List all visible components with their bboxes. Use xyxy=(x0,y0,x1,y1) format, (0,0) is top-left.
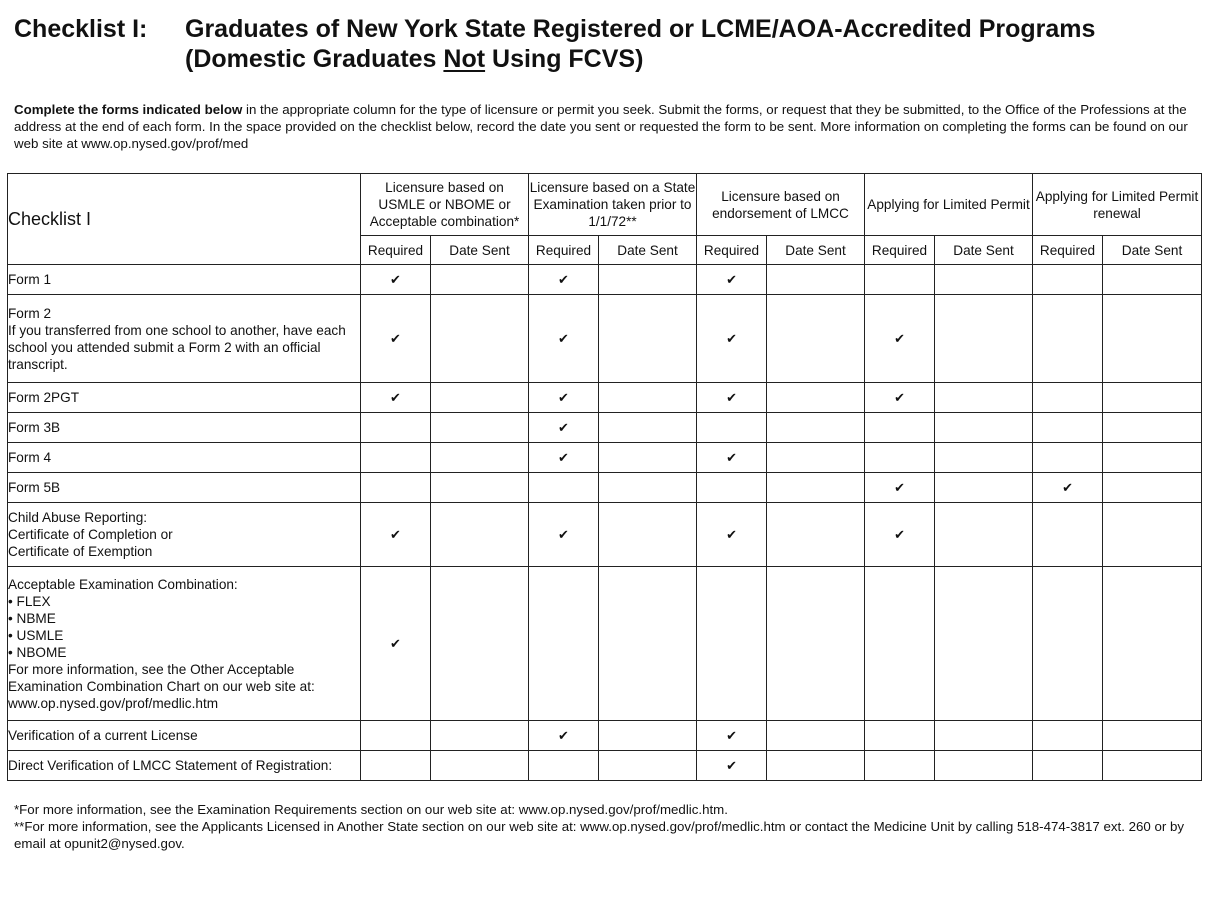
date-sent-cell[interactable] xyxy=(767,383,865,413)
required-cell xyxy=(361,751,431,781)
row-label-line: Certificate of Exemption xyxy=(8,544,153,559)
required-cell xyxy=(529,295,599,383)
checklist-table xyxy=(7,173,1202,781)
row-label xyxy=(8,265,361,295)
checkmark-icon: ✔ xyxy=(726,389,737,405)
required-cell xyxy=(361,473,431,503)
date-sent-cell[interactable] xyxy=(935,473,1033,503)
required-cell xyxy=(697,383,767,413)
checkmark-icon: ✔ xyxy=(726,526,737,542)
required-cell xyxy=(697,473,767,503)
row-label-line: • NBME xyxy=(8,610,56,626)
table-row xyxy=(8,413,1202,443)
checkmark-icon: ✔ xyxy=(390,389,401,405)
row-label xyxy=(8,751,361,781)
required-cell xyxy=(529,473,599,503)
checkmark-icon: ✔ xyxy=(558,727,569,743)
date-sent-cell[interactable] xyxy=(767,443,865,473)
required-cell xyxy=(697,567,767,721)
group-header-limited-permit: Applying for Limited Permit xyxy=(865,174,1033,236)
row-label-line: Verification of a current License xyxy=(8,728,198,743)
row-label-line: Form 2PGT xyxy=(8,390,79,405)
subheader-required: Required xyxy=(865,236,935,265)
required-cell xyxy=(529,751,599,781)
required-cell xyxy=(361,413,431,443)
required-cell xyxy=(865,443,935,473)
required-cell xyxy=(361,567,431,721)
checkmark-icon: ✔ xyxy=(894,526,905,542)
date-sent-cell[interactable] xyxy=(1103,413,1202,443)
checkmark-icon: ✔ xyxy=(390,271,401,287)
row-label xyxy=(8,413,361,443)
date-sent-cell[interactable] xyxy=(599,383,697,413)
date-sent-cell[interactable] xyxy=(1103,443,1202,473)
date-sent-cell[interactable] xyxy=(431,567,529,721)
intro-paragraph xyxy=(14,101,1194,152)
row-label-line: Form 4 xyxy=(8,450,52,465)
required-cell xyxy=(1033,751,1103,781)
subheader-date-sent: Date Sent xyxy=(1103,236,1202,265)
checkmark-icon: ✔ xyxy=(558,330,569,346)
checkmark-icon: ✔ xyxy=(894,479,905,495)
subheader-required: Required xyxy=(361,236,431,265)
table-row xyxy=(8,443,1202,473)
row-label xyxy=(8,383,361,413)
required-cell xyxy=(697,443,767,473)
table-row xyxy=(8,751,1202,781)
checkmark-icon: ✔ xyxy=(726,449,737,465)
required-cell xyxy=(865,721,935,751)
date-sent-cell[interactable] xyxy=(599,265,697,295)
required-cell xyxy=(697,503,767,567)
checkmark-icon: ✔ xyxy=(726,757,737,773)
subheader-date-sent: Date Sent xyxy=(935,236,1033,265)
date-sent-cell[interactable] xyxy=(431,721,529,751)
date-sent-cell[interactable] xyxy=(431,503,529,567)
date-sent-cell[interactable] xyxy=(767,295,865,383)
date-sent-cell[interactable] xyxy=(767,751,865,781)
subheader-required: Required xyxy=(1033,236,1103,265)
subheader-required: Required xyxy=(529,236,599,265)
row-label-line: Direct Verification of LMCC Statement of Registration: xyxy=(8,758,333,773)
row-label xyxy=(8,721,361,751)
title-line-1: Graduates of New York State Registered or LCME/AOA-Accredited Programs xyxy=(185,15,1096,43)
required-cell xyxy=(361,295,431,383)
date-sent-cell[interactable] xyxy=(599,443,697,473)
date-sent-cell[interactable] xyxy=(599,751,697,781)
required-cell xyxy=(529,567,599,721)
required-cell xyxy=(1033,721,1103,751)
required-cell xyxy=(865,567,935,721)
intro-bold: Complete the forms indicated below xyxy=(14,102,243,117)
required-cell xyxy=(1033,473,1103,503)
row-label xyxy=(8,473,361,503)
footnote-1: *For more information, see the Examination Requirements section on our web site at: www.op.nysed.gov/prof/medlic.htm. xyxy=(14,802,728,817)
date-sent-cell[interactable] xyxy=(1103,295,1202,383)
date-sent-cell[interactable] xyxy=(935,295,1033,383)
date-sent-cell[interactable] xyxy=(599,567,697,721)
required-cell xyxy=(865,751,935,781)
page-title xyxy=(185,14,1095,74)
required-cell xyxy=(697,265,767,295)
required-cell xyxy=(361,721,431,751)
date-sent-cell[interactable] xyxy=(599,473,697,503)
row-label-line: For more information, see the Other Acceptable Examination Combination Chart on our web site at: www.op.nysed.gov/prof/medlic.htm xyxy=(8,661,315,711)
date-sent-cell[interactable] xyxy=(431,413,529,443)
date-sent-cell[interactable] xyxy=(767,265,865,295)
date-sent-cell[interactable] xyxy=(935,503,1033,567)
checkmark-icon: ✔ xyxy=(1062,479,1073,495)
required-cell xyxy=(865,503,935,567)
checkmark-icon: ✔ xyxy=(390,526,401,542)
date-sent-cell[interactable] xyxy=(767,721,865,751)
subheader-date-sent: Date Sent xyxy=(431,236,529,265)
table-body xyxy=(8,265,1202,781)
checkmark-icon: ✔ xyxy=(390,330,401,346)
checkmark-icon: ✔ xyxy=(558,419,569,435)
group-header-usmle: Licensure based on USMLE or NBOME or Acceptable combination* xyxy=(361,174,529,236)
date-sent-cell[interactable] xyxy=(1103,383,1202,413)
checkmark-icon: ✔ xyxy=(894,389,905,405)
required-cell xyxy=(361,265,431,295)
date-sent-cell[interactable] xyxy=(431,443,529,473)
date-sent-cell[interactable] xyxy=(767,413,865,443)
date-sent-cell[interactable] xyxy=(767,567,865,721)
required-cell xyxy=(1033,265,1103,295)
checkmark-icon: ✔ xyxy=(726,727,737,743)
intro-text: in the appropriate column for the type of licensure or permit you seek. Submit the forms, or request that they be submitted, to the Office of the Professions at the address at the end of each form. In the space provided on the checklist below, record the date you sent or requested the form to be sent. More information on completing the forms can be found on our web site at www.op.nysed.gov/prof/med xyxy=(14,102,1188,151)
date-sent-cell[interactable] xyxy=(599,503,697,567)
date-sent-cell[interactable] xyxy=(935,383,1033,413)
date-sent-cell[interactable] xyxy=(935,751,1033,781)
required-cell xyxy=(529,443,599,473)
row-label-line: Form 2 xyxy=(8,305,52,321)
checkmark-icon: ✔ xyxy=(558,271,569,287)
subheader-date-sent: Date Sent xyxy=(599,236,697,265)
subheader-required: Required xyxy=(697,236,767,265)
required-cell xyxy=(697,751,767,781)
checkmark-icon: ✔ xyxy=(558,449,569,465)
table-row xyxy=(8,721,1202,751)
required-cell xyxy=(697,413,767,443)
required-cell xyxy=(697,721,767,751)
row-label-line: • FLEX xyxy=(8,593,51,609)
table-corner-title: Checklist I xyxy=(8,174,361,265)
required-cell xyxy=(529,413,599,443)
date-sent-cell[interactable] xyxy=(1103,721,1202,751)
table-row xyxy=(8,295,1202,383)
required-cell xyxy=(1033,413,1103,443)
checkmark-icon: ✔ xyxy=(558,526,569,542)
table-row xyxy=(8,383,1202,413)
group-header-state-exam: Licensure based on a State Examination taken prior to 1/1/72** xyxy=(529,174,697,236)
required-cell xyxy=(1033,295,1103,383)
date-sent-cell[interactable] xyxy=(935,443,1033,473)
table-row xyxy=(8,473,1202,503)
required-cell xyxy=(529,721,599,751)
date-sent-cell[interactable] xyxy=(1103,473,1202,503)
group-header-row xyxy=(8,174,1202,236)
date-sent-cell[interactable] xyxy=(1103,567,1202,721)
date-sent-cell[interactable] xyxy=(1103,503,1202,567)
required-cell xyxy=(361,503,431,567)
required-cell xyxy=(361,383,431,413)
row-label xyxy=(8,567,361,721)
date-sent-cell[interactable] xyxy=(767,503,865,567)
date-sent-cell[interactable] xyxy=(935,721,1033,751)
date-sent-cell[interactable] xyxy=(935,265,1033,295)
date-sent-cell[interactable] xyxy=(431,383,529,413)
required-cell xyxy=(697,295,767,383)
title-line-2-pre: (Domestic Graduates xyxy=(185,45,444,73)
checkmark-icon: ✔ xyxy=(558,389,569,405)
date-sent-cell[interactable] xyxy=(935,413,1033,443)
date-sent-cell[interactable] xyxy=(431,751,529,781)
required-cell xyxy=(529,383,599,413)
required-cell xyxy=(529,503,599,567)
required-cell xyxy=(865,473,935,503)
date-sent-cell[interactable] xyxy=(599,295,697,383)
required-cell xyxy=(1033,503,1103,567)
row-label-line: Child Abuse Reporting: xyxy=(8,510,148,525)
checkmark-icon: ✔ xyxy=(726,271,737,287)
checkmark-icon: ✔ xyxy=(390,635,401,651)
date-sent-cell[interactable] xyxy=(431,265,529,295)
row-label-line: Acceptable Examination Combination: xyxy=(8,576,238,592)
group-header-limited-permit-renewal: Applying for Limited Permit renewal xyxy=(1033,174,1202,236)
checkmark-icon: ✔ xyxy=(726,330,737,346)
checklist-label: Checklist I: xyxy=(14,15,148,43)
date-sent-cell[interactable] xyxy=(431,295,529,383)
date-sent-cell[interactable] xyxy=(1103,265,1202,295)
required-cell xyxy=(865,295,935,383)
date-sent-cell[interactable] xyxy=(599,413,697,443)
date-sent-cell[interactable] xyxy=(1103,751,1202,781)
date-sent-cell[interactable] xyxy=(935,567,1033,721)
row-label-line: Form 1 xyxy=(8,272,52,287)
row-label xyxy=(8,503,361,567)
date-sent-cell[interactable] xyxy=(767,473,865,503)
row-label-line: Form 3B xyxy=(8,420,61,435)
required-cell xyxy=(1033,567,1103,721)
row-label-line: • USMLE xyxy=(8,627,64,643)
required-cell xyxy=(865,265,935,295)
row-label xyxy=(8,295,361,383)
required-cell xyxy=(361,443,431,473)
row-label-line: Form 5B xyxy=(8,480,61,495)
required-cell xyxy=(865,383,935,413)
footnote-2: **For more information, see the Applicants Licensed in Another State section on our web site at: www.op.nysed.gov/prof/medlic.htm or contact the Medicine Unit by calling 518-474-3817 ext. 260 or by email at opunit2@nysed.gov. xyxy=(14,819,1185,851)
table-row xyxy=(8,567,1202,721)
title-line-2 xyxy=(185,44,1095,74)
row-label-line: Certificate of Completion or xyxy=(8,527,173,542)
title-not-underlined: Not xyxy=(443,45,486,73)
table-row xyxy=(8,265,1202,295)
table-row xyxy=(8,503,1202,567)
group-header-lmcc: Licensure based on endorsement of LMCC xyxy=(697,174,865,236)
title-line-2-post: Using FCVS) xyxy=(485,45,644,73)
required-cell xyxy=(865,413,935,443)
required-cell xyxy=(529,265,599,295)
footnotes xyxy=(14,801,1199,852)
checkmark-icon: ✔ xyxy=(894,330,905,346)
row-label-line: • NBOME xyxy=(8,644,67,660)
subheader-date-sent: Date Sent xyxy=(767,236,865,265)
row-label xyxy=(8,443,361,473)
date-sent-cell[interactable] xyxy=(599,721,697,751)
date-sent-cell[interactable] xyxy=(431,473,529,503)
required-cell xyxy=(1033,443,1103,473)
row-label-line: If you transferred from one school to another, have each school you attended submit a Form 2 with an official transcript. xyxy=(8,322,346,372)
required-cell xyxy=(1033,383,1103,413)
